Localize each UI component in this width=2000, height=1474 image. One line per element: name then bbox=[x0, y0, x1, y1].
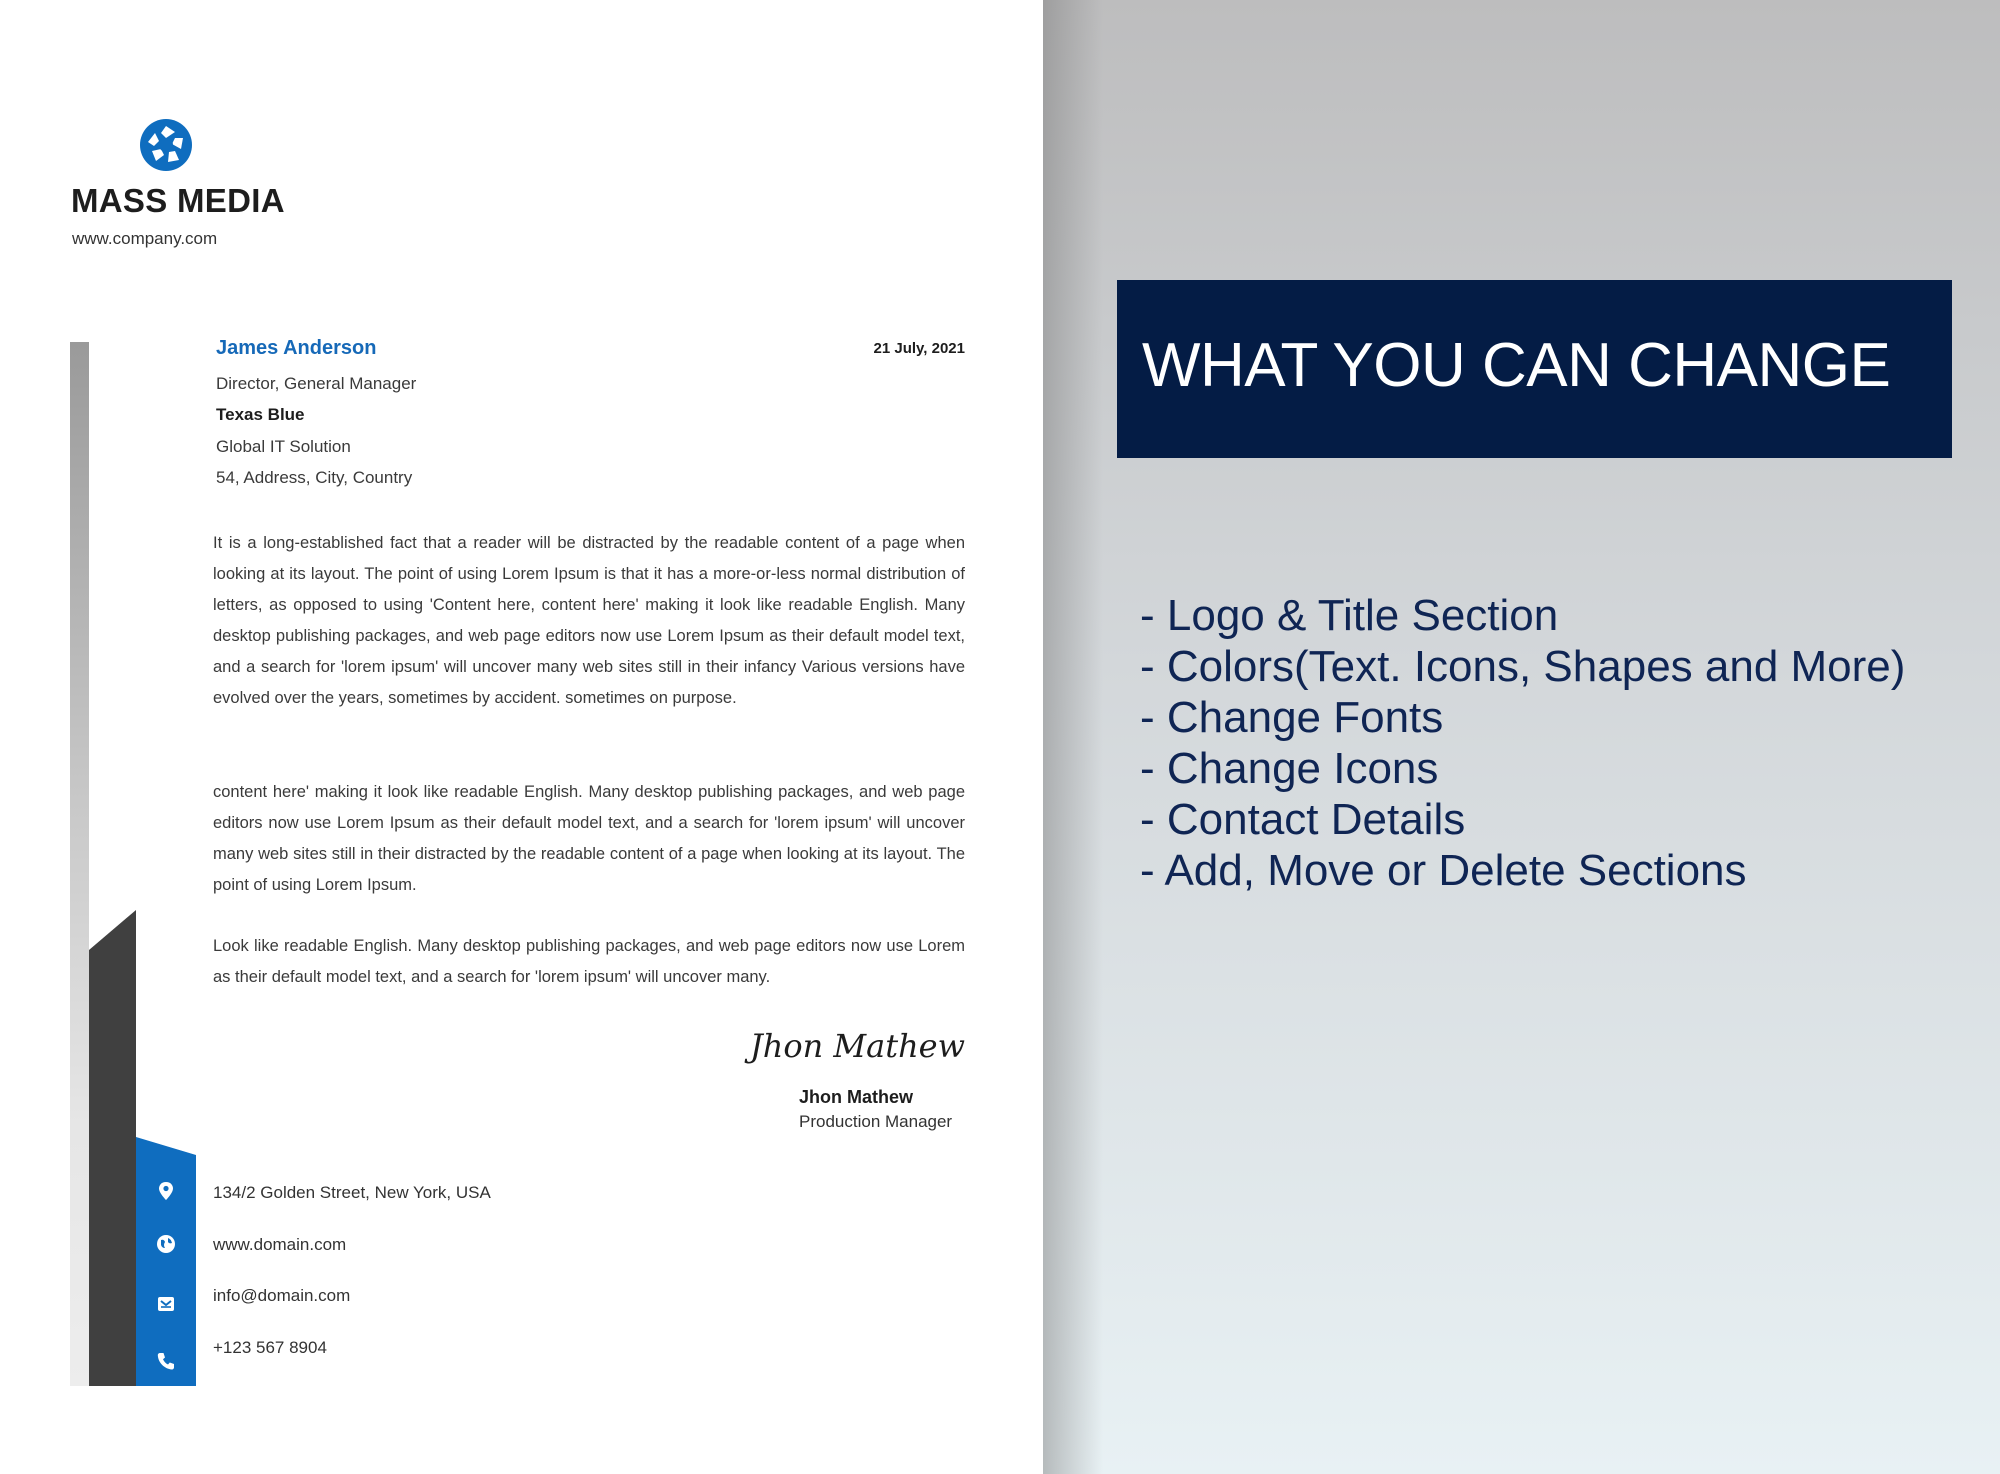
list-item: - Logo & Title Section bbox=[1140, 591, 1559, 640]
contact-website[interactable]: www.domain.com bbox=[213, 1235, 347, 1254]
letter-date: 21 July, 2021 bbox=[873, 340, 965, 357]
body-paragraph-3: Look like readable English. Many desktop publishing packages, and web page editors now use Lorem as their default model text, and a search for 'lorem ipsum' will uncover many. bbox=[213, 937, 965, 986]
contact-email[interactable]: info@domain.com bbox=[213, 1286, 351, 1305]
list-item: - Colors(Text. Icons, Shapes and More) bbox=[1140, 642, 1906, 691]
signer-title: Production Manager bbox=[799, 1112, 953, 1131]
features-title-box bbox=[1117, 280, 1952, 458]
contact-phone: +123 567 8904 bbox=[213, 1338, 327, 1357]
blue-bar-slant bbox=[136, 1137, 196, 1155]
recipient-title: Director, General Manager bbox=[216, 374, 417, 393]
contact-blue-bar bbox=[136, 1137, 196, 1386]
location-pin-icon bbox=[155, 1180, 177, 1202]
company-name: MASS MEDIA bbox=[71, 182, 285, 219]
signature-script: Jhon Mathew bbox=[749, 1027, 965, 1065]
features-list bbox=[1140, 590, 1905, 896]
features-title: WHAT YOU CAN CHANGE bbox=[1142, 331, 1891, 400]
body-paragraph-2: content here' making it look like readable English. Many desktop publishing packages, and web page editors now use Lorem Ipsum as their default model text, and a search for 'lorem ipsum' will uncover many web sites still in their distracted by the readable content of a page when looking at its layout. The point of using Lorem Ipsum. bbox=[213, 783, 965, 894]
signer-name: Jhon Mathew bbox=[799, 1087, 914, 1107]
list-item: - Change Icons bbox=[1140, 744, 1439, 793]
envelope-icon bbox=[155, 1293, 177, 1315]
contact-address: 134/2 Golden Street, New York, USA bbox=[213, 1183, 491, 1202]
phone-icon bbox=[155, 1350, 177, 1372]
recipient-company: Texas Blue bbox=[216, 405, 305, 424]
left-dark-bar bbox=[89, 910, 136, 1386]
panel-edge-shadow bbox=[1043, 0, 1103, 1474]
left-grey-bar bbox=[70, 342, 89, 1386]
recipient-name: James Anderson bbox=[216, 337, 377, 359]
list-item: - Add, Move or Delete Sections bbox=[1140, 846, 1747, 895]
body-paragraph-1: It is a long-established fact that a reader will be distracted by the readable content of a page when looking at its layout. The point of using Lorem Ipsum is that it has a more-or-less normal distribution of letters, as opposed to using 'Content here, content here' making it look like readable English. Many desktop publishing packages, and web page editors now use Lorem Ipsum as their default model text, and a search for 'lorem ipsum' will uncover many web sites still in their infancy Various versions have evolved over the years, sometimes by accident. sometimes on purpose. bbox=[213, 534, 965, 707]
dark-bar-slant bbox=[89, 910, 136, 950]
list-item: - Contact Details bbox=[1140, 795, 1466, 844]
recipient-address: 54, Address, City, Country bbox=[216, 468, 413, 487]
camera-aperture-logo-icon bbox=[139, 118, 193, 172]
company-website: www.company.com bbox=[72, 229, 218, 248]
features-panel bbox=[1043, 0, 2000, 1474]
globe-icon bbox=[155, 1233, 177, 1255]
list-item: - Change Fonts bbox=[1140, 693, 1444, 742]
recipient-department: Global IT Solution bbox=[216, 437, 351, 456]
